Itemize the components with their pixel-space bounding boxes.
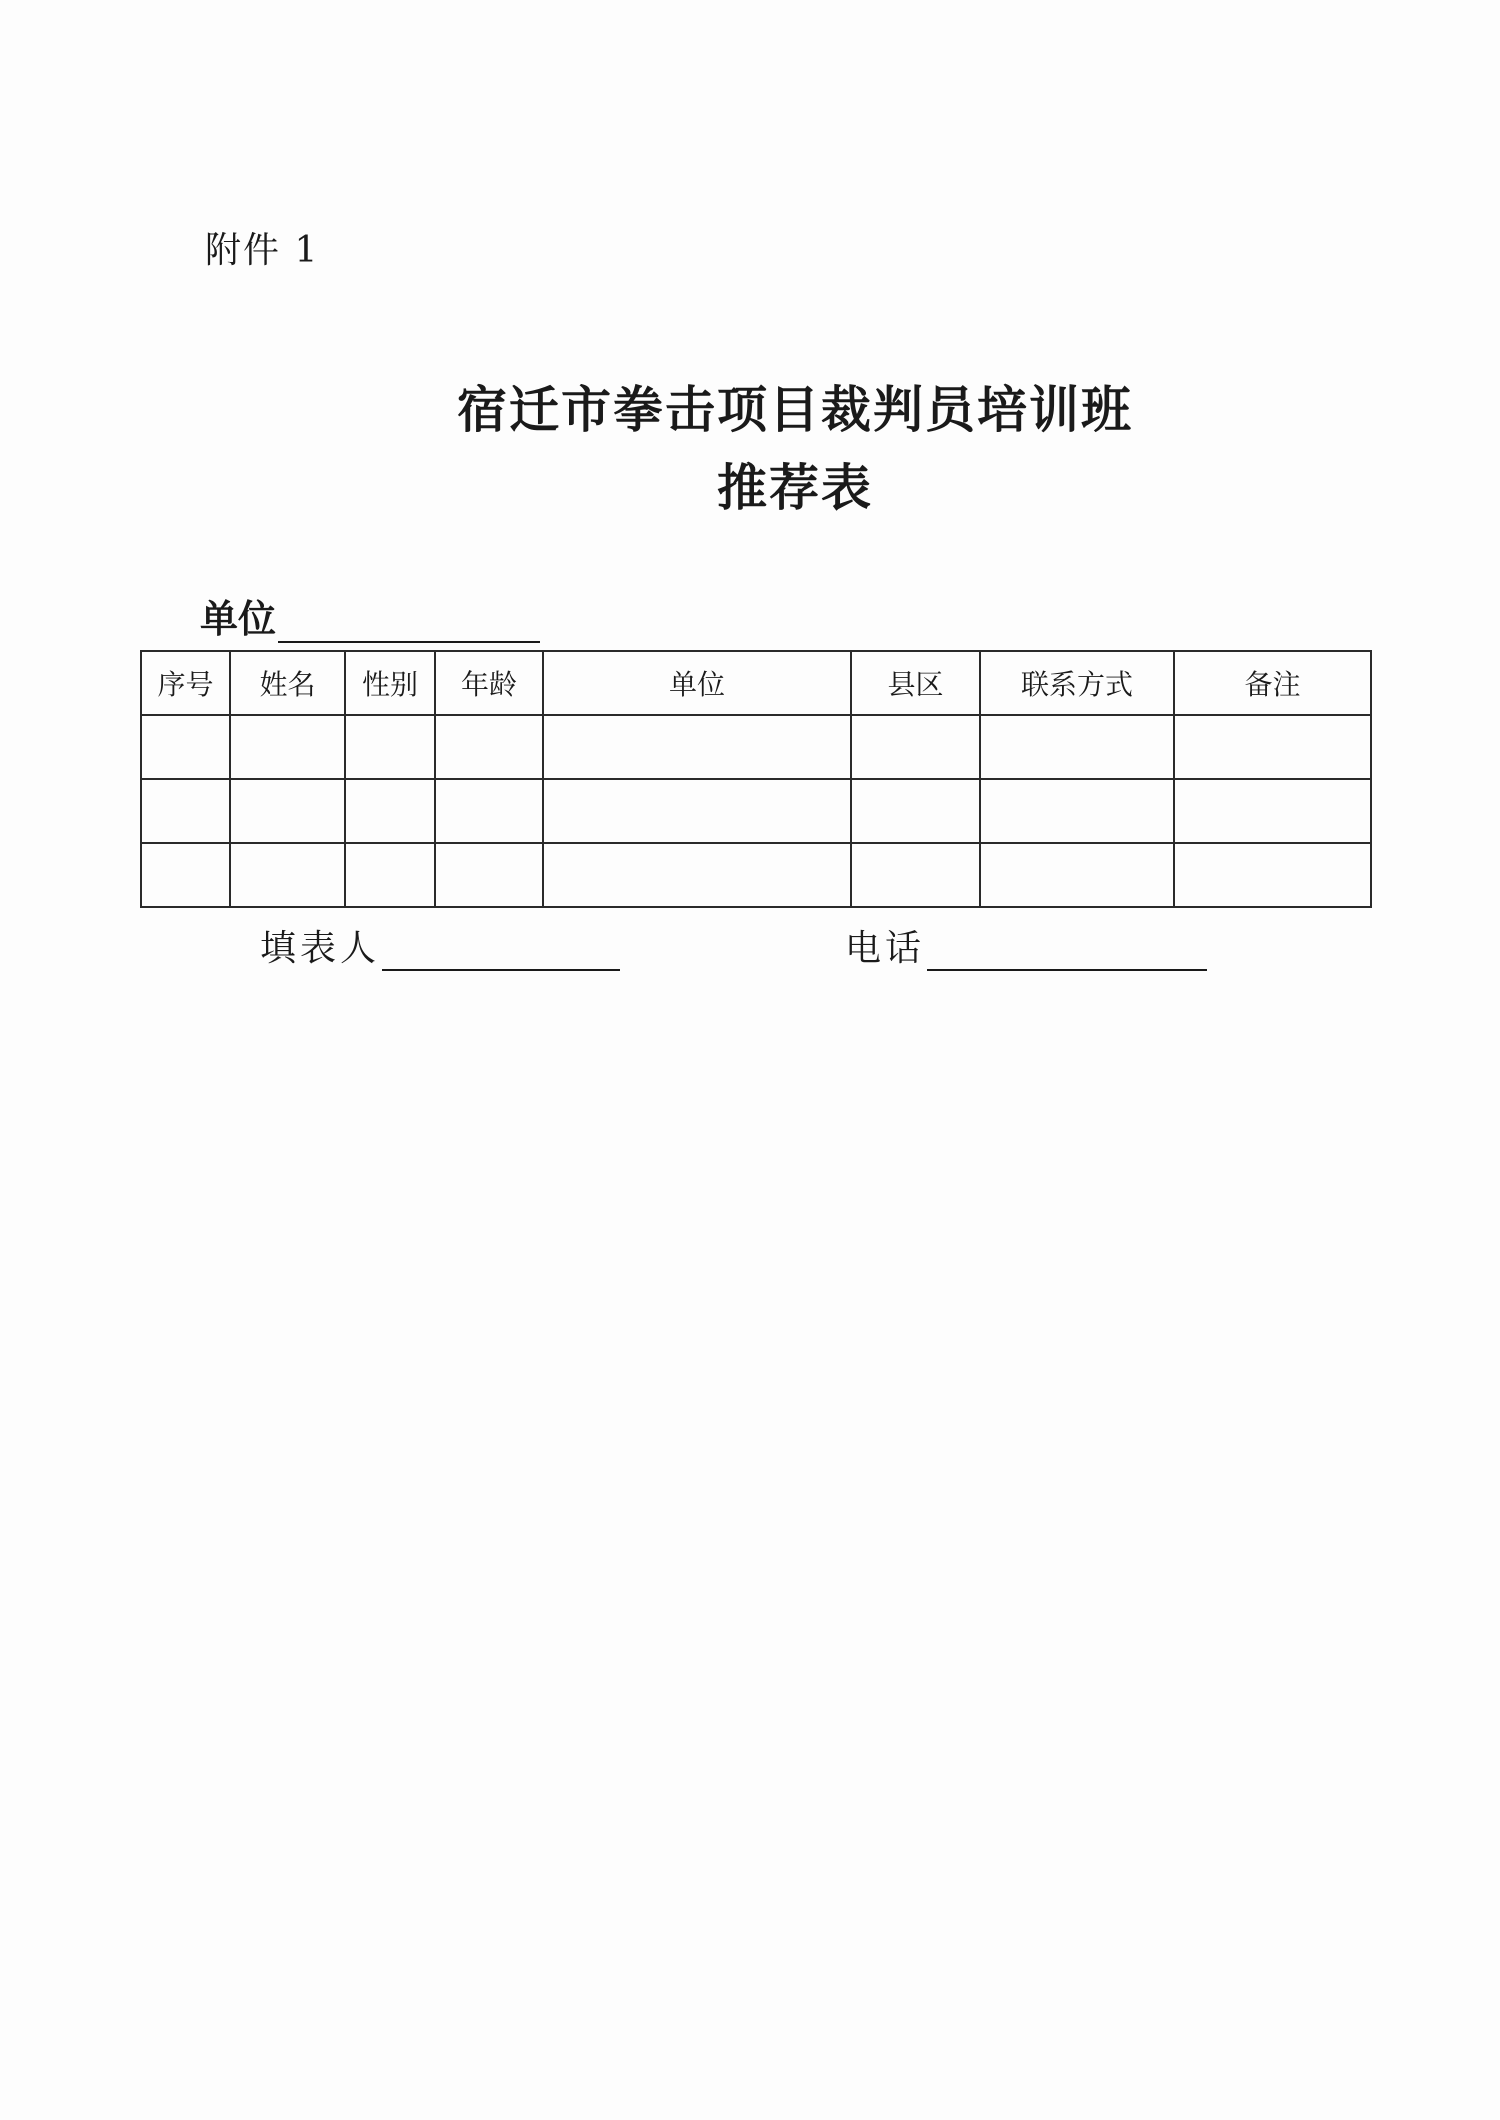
- table-cell[interactable]: [435, 779, 543, 843]
- table-cell[interactable]: [543, 715, 851, 779]
- table-row: [141, 779, 1371, 843]
- unit-blank[interactable]: [278, 601, 540, 643]
- table-cell[interactable]: [980, 715, 1174, 779]
- header-gender: 性别: [345, 651, 435, 715]
- attachment-label: 附件 1: [205, 230, 320, 271]
- table-cell[interactable]: [435, 715, 543, 779]
- document-subtitle: 推荐表: [717, 458, 873, 517]
- table-row: [141, 843, 1371, 907]
- table-cell[interactable]: [1174, 715, 1371, 779]
- table-cell[interactable]: [543, 779, 851, 843]
- table-cell[interactable]: [345, 843, 435, 907]
- table-cell[interactable]: [435, 843, 543, 907]
- table-cell[interactable]: [345, 715, 435, 779]
- table-cell[interactable]: [851, 843, 980, 907]
- table-row: [141, 715, 1371, 779]
- table-header-row: [141, 651, 1371, 715]
- table-cell[interactable]: [851, 779, 980, 843]
- unit-field: [200, 588, 540, 643]
- filler-label: 填表人: [260, 928, 381, 969]
- header-remarks: 备注: [1174, 651, 1371, 715]
- table-cell[interactable]: [345, 779, 435, 843]
- table-cell[interactable]: [230, 779, 345, 843]
- document-title: 宿迁市拳击项目裁判员培训班: [457, 380, 1133, 439]
- header-contact: 联系方式: [980, 651, 1174, 715]
- filler-field: [260, 920, 620, 971]
- phone-blank[interactable]: [927, 929, 1207, 971]
- recommendation-table: [140, 650, 1372, 908]
- header-age: 年龄: [435, 651, 543, 715]
- table-cell[interactable]: [543, 843, 851, 907]
- header-name: 姓名: [230, 651, 345, 715]
- phone-field: [845, 920, 1207, 971]
- table-cell[interactable]: [851, 715, 980, 779]
- table-cell[interactable]: [141, 843, 230, 907]
- table-cell[interactable]: [230, 715, 345, 779]
- table-cell[interactable]: [141, 715, 230, 779]
- phone-label: 电话: [845, 928, 926, 969]
- table-cell[interactable]: [980, 779, 1174, 843]
- header-unit: 单位: [543, 651, 851, 715]
- filler-blank[interactable]: [382, 929, 620, 971]
- table-cell[interactable]: [980, 843, 1174, 907]
- table-cell[interactable]: [1174, 779, 1371, 843]
- header-county: 县区: [851, 651, 980, 715]
- header-serial: 序号: [141, 651, 230, 715]
- table-cell[interactable]: [230, 843, 345, 907]
- table-cell[interactable]: [141, 779, 230, 843]
- unit-label: 单位: [200, 597, 277, 641]
- table-cell[interactable]: [1174, 843, 1371, 907]
